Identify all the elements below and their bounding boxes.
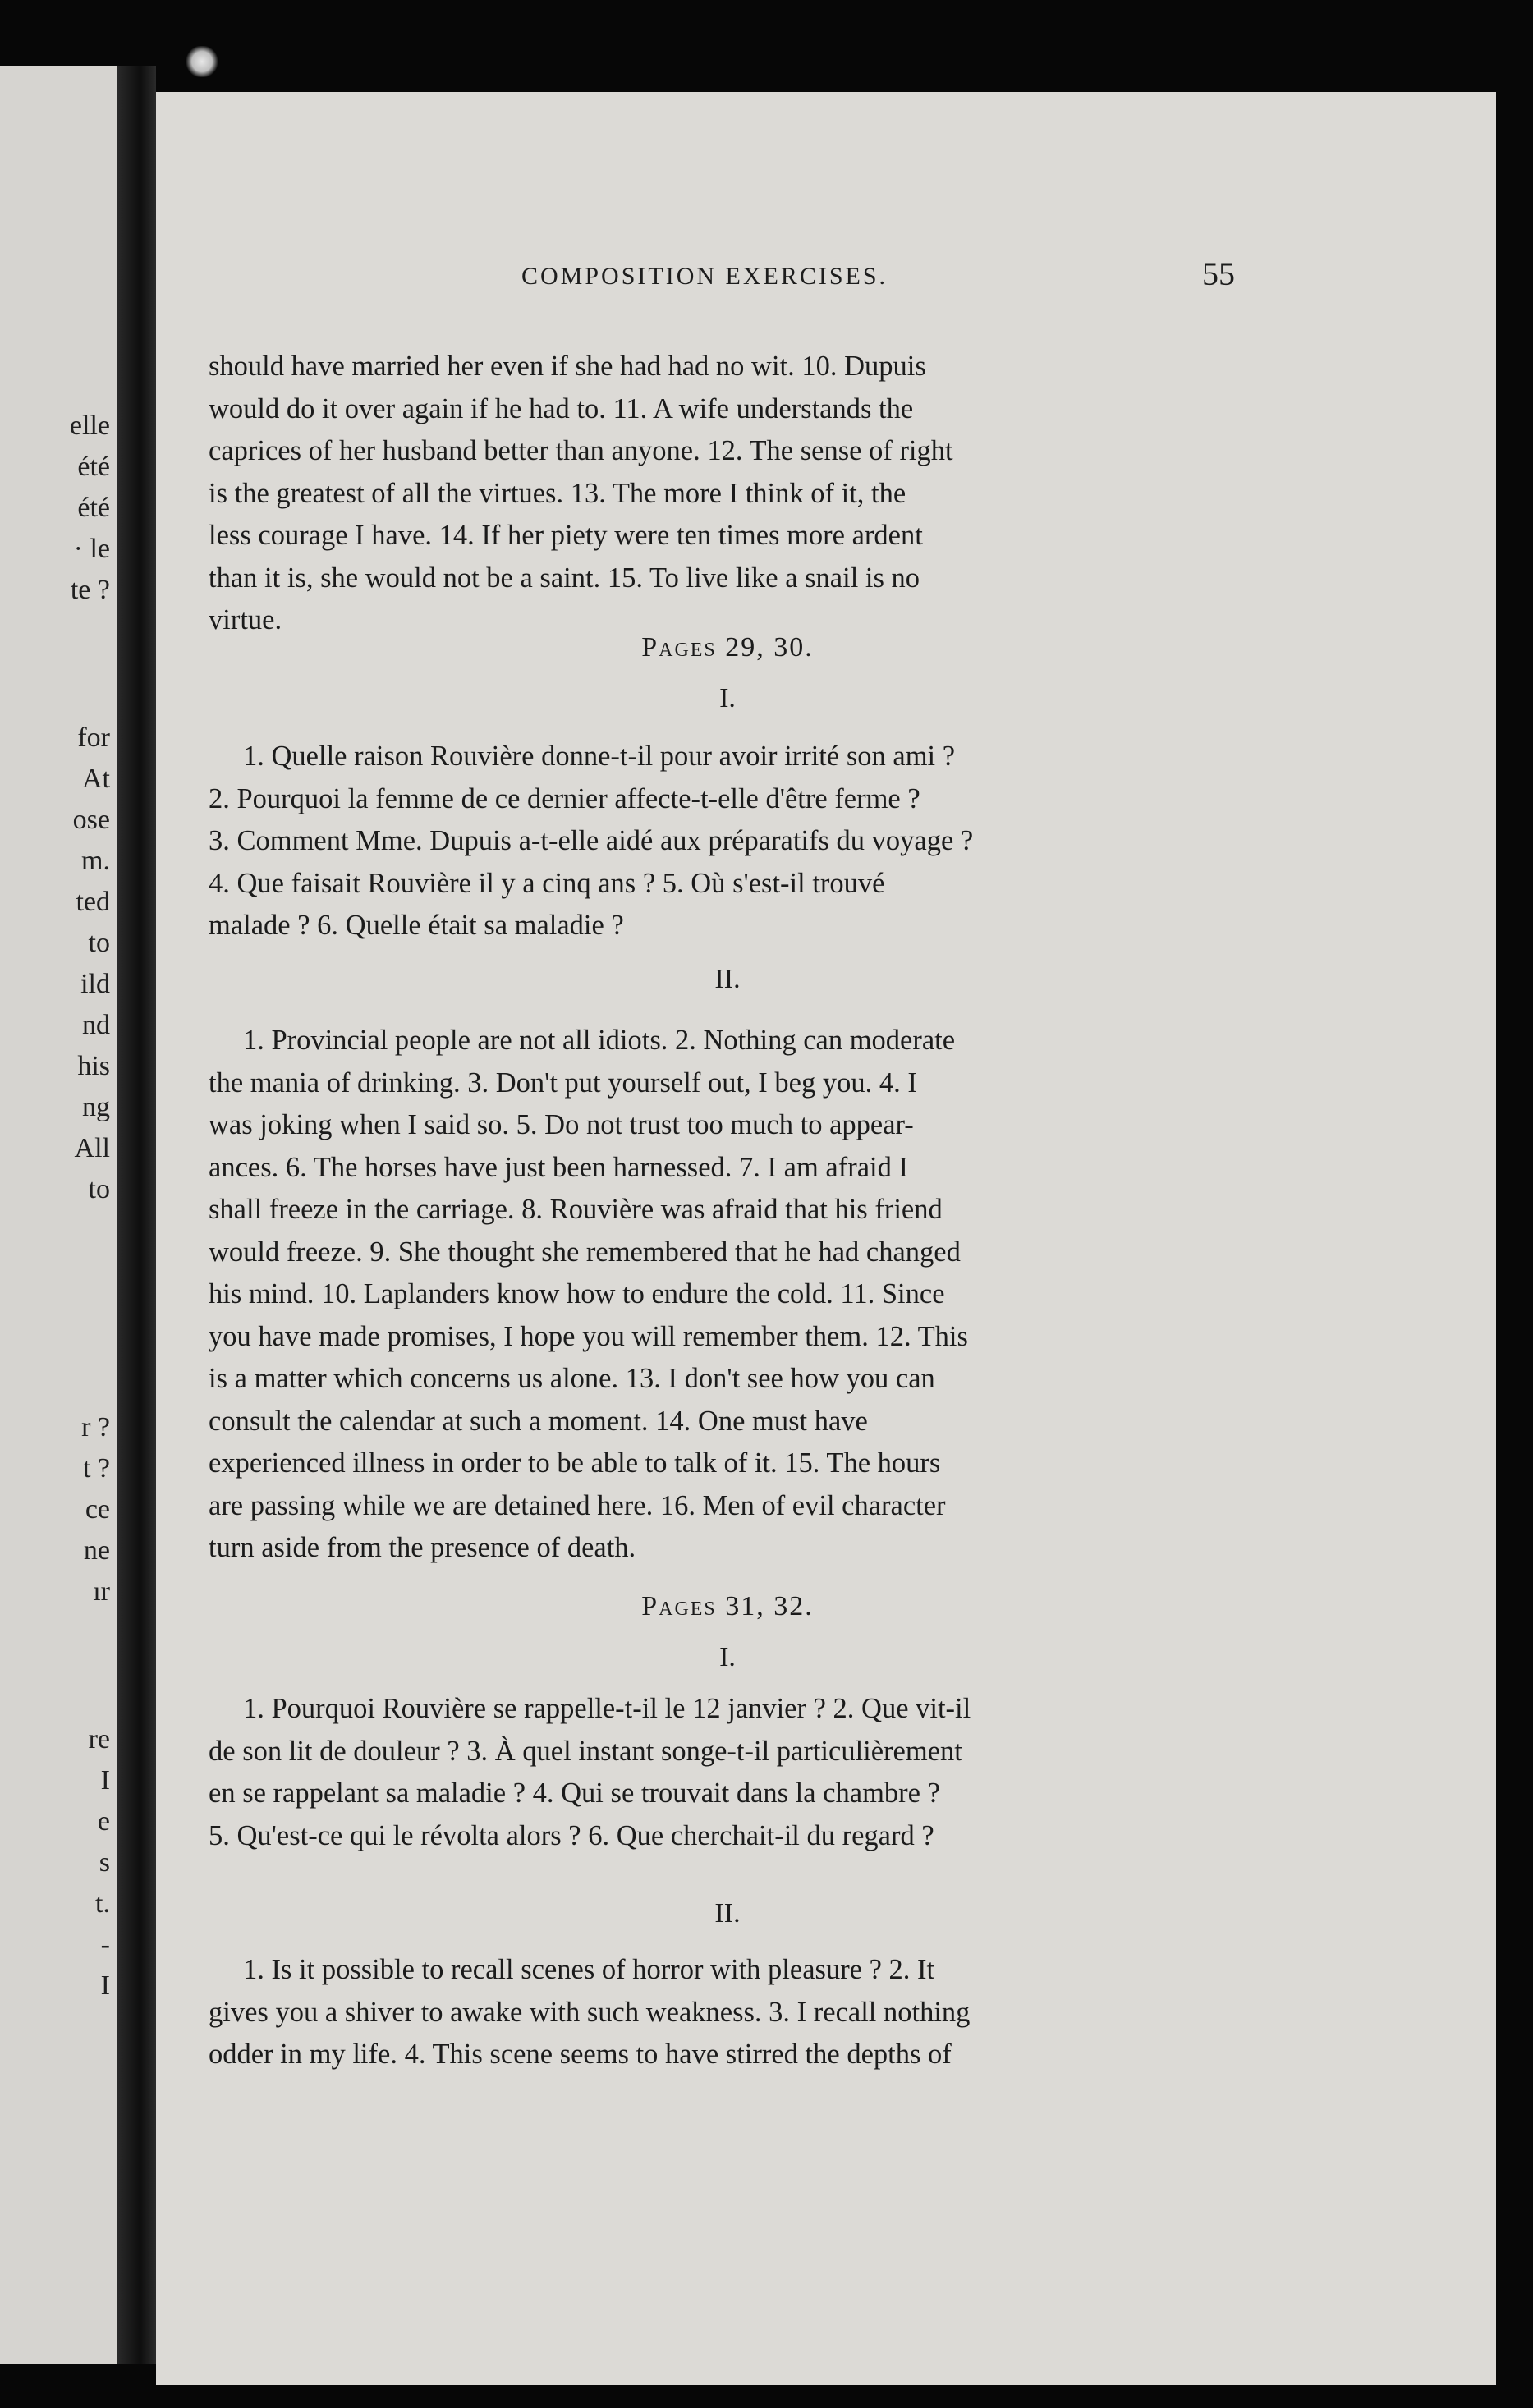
- text-line: would freeze. 9. She thought she remembered that he had changed: [209, 1236, 961, 1268]
- part-heading: II.: [714, 964, 741, 994]
- facing-page-fragment: for: [77, 722, 110, 753]
- text-line: 4. Que faisait Rouvière il y a cinq ans ? 5. Où s'est-il trouvé: [209, 867, 885, 899]
- facing-page-fragment: s: [99, 1847, 110, 1878]
- facing-page-fragment: m.: [81, 846, 110, 876]
- translation-block: [209, 1949, 1246, 2076]
- facing-page-fragment: r ?: [81, 1412, 110, 1443]
- page-number: 55: [1202, 255, 1235, 292]
- text-line: consult the calendar at such a moment. 14. One must have: [209, 1405, 868, 1437]
- facing-page-fragment: At: [82, 764, 110, 794]
- text-line: would do it over again if he had to. 11. A wife understands the: [209, 392, 914, 424]
- book-gutter: [117, 66, 156, 2364]
- text-line: ances. 6. The horses have just been harnessed. 7. I am afraid I: [209, 1151, 908, 1183]
- section-heading: Pages 29, 30.: [641, 632, 814, 663]
- text-line: his mind. 10. Laplanders know how to endure the cold. 11. Since: [209, 1278, 945, 1309]
- text-line: 3. Comment Mme. Dupuis a-t-elle aidé aux préparatifs du voyage ?: [209, 825, 974, 856]
- facing-page-fragment: été: [77, 452, 110, 482]
- translation-block: [209, 1020, 1246, 1570]
- facing-page-fragment: te ?: [70, 575, 110, 605]
- facing-page-fragment: t ?: [82, 1453, 110, 1484]
- facing-page-fragment: ng: [82, 1092, 110, 1122]
- facing-page-fragment: ce: [85, 1494, 110, 1525]
- facing-page-fragment: t.: [95, 1888, 110, 1919]
- book-page: [156, 92, 1496, 2385]
- facing-page-fragment: été: [77, 493, 110, 523]
- text-line: en se rappelant sa maladie ? 4. Qui se trouvait dans la chambre ?: [209, 1777, 940, 1809]
- text-line: 5. Qu'est-ce qui le révolta alors ? 6. Que cherchait-il du regard ?: [209, 1819, 934, 1851]
- text-line: experienced illness in order to be able to talk of it. 15. The hours: [209, 1447, 941, 1479]
- facing-page-fragment: · le: [73, 534, 110, 564]
- facing-page-fragment: ild: [80, 969, 110, 999]
- facing-page-fragment: elle: [69, 411, 110, 441]
- text-line: caprices of her husband better than anyone. 12. The sense of right: [209, 435, 953, 466]
- text-line: is the greatest of all the virtues. 13. The more I think of it, the: [209, 477, 906, 509]
- text-line: malade ? 6. Quelle était sa maladie ?: [209, 910, 624, 941]
- text-line: is a matter which concerns us alone. 13. I don't see how you can: [209, 1363, 935, 1394]
- facing-page-fragment: ted: [76, 887, 110, 917]
- text-line: should have married her even if she had had no wit. 10. Dupuis: [209, 351, 926, 382]
- continued-exercise-block: [209, 346, 1246, 642]
- facing-page-fragment: ne: [83, 1535, 110, 1566]
- text-line: are passing while we are detained here. 16. Men of evil character: [209, 1489, 946, 1521]
- text-line: 1. Is it possible to recall scenes of horror with pleasure ? 2. It: [243, 1954, 935, 1985]
- facing-page-edge: [0, 66, 117, 2364]
- text-line: the mania of drinking. 3. Don't put yourself out, I beg you. 4. I: [209, 1066, 917, 1099]
- facing-page-fragment: ır: [93, 1576, 110, 1607]
- text-line: gives you a shiver to awake with such weakness. 3. I recall nothing: [209, 1996, 971, 2028]
- text-line: odder in my life. 4. This scene seems to have stirred the depths of: [209, 2039, 952, 2070]
- running-head: COMPOSITION EXERCISES.: [521, 263, 888, 290]
- section-heading: Pages 31, 32.: [641, 1591, 814, 1621]
- part-heading: I.: [719, 683, 736, 713]
- questions-block: [209, 736, 1246, 947]
- text-line: de son lit de douleur ? 3. À quel instant songe-t-il particulièrement: [209, 1735, 962, 1767]
- questions-block: [209, 1688, 1246, 1857]
- text-line: shall freeze in the carriage. 8. Rouvière was afraid that his friend: [209, 1194, 943, 1225]
- text-line: 1. Quelle raison Rouvière donne-t-il pour avoir irrité son ami ?: [243, 741, 956, 772]
- text-line: was joking when I said so. 5. Do not trust too much to appear-: [209, 1109, 914, 1140]
- facing-page-fragment: re: [88, 1724, 110, 1754]
- text-line: 2. Pourquoi la femme de ce dernier affecte-t-elle d'être ferme ?: [209, 782, 920, 814]
- text-line: 1. Pourquoi Rouvière se rappelle-t-il le 12 janvier ? 2. Que vit-il: [243, 1693, 971, 1724]
- facing-page-fragment: to: [88, 1174, 110, 1204]
- facing-page-fragment: I: [100, 1970, 110, 2001]
- part-heading: I.: [719, 1642, 736, 1672]
- facing-page-fragment: nd: [82, 1010, 110, 1040]
- text-line: 1. Provincial people are not all idiots. 2. Nothing can moderate: [243, 1025, 956, 1056]
- part-heading: II.: [714, 1898, 741, 1929]
- facing-page-fragment: ose: [72, 805, 110, 835]
- facing-page-fragment: to: [88, 928, 110, 958]
- facing-page-fragment: All: [74, 1133, 110, 1163]
- ink-blot: [186, 46, 218, 77]
- facing-page-fragment: I: [100, 1765, 110, 1796]
- text-line: you have made promises, I hope you will remember them. 12. This: [209, 1320, 968, 1352]
- text-line: turn aside from the presence of death.: [209, 1532, 636, 1563]
- facing-page-fragment: his: [77, 1051, 110, 1081]
- text-line: less courage I have. 14. If her piety were ten times more ardent: [209, 520, 923, 551]
- facing-page-fragment: e: [97, 1806, 110, 1837]
- text-line: than it is, she would not be a saint. 15. To live like a snail is no: [209, 562, 920, 594]
- facing-page-fragment: -: [100, 1929, 110, 1960]
- text-line: virtue.: [209, 604, 282, 635]
